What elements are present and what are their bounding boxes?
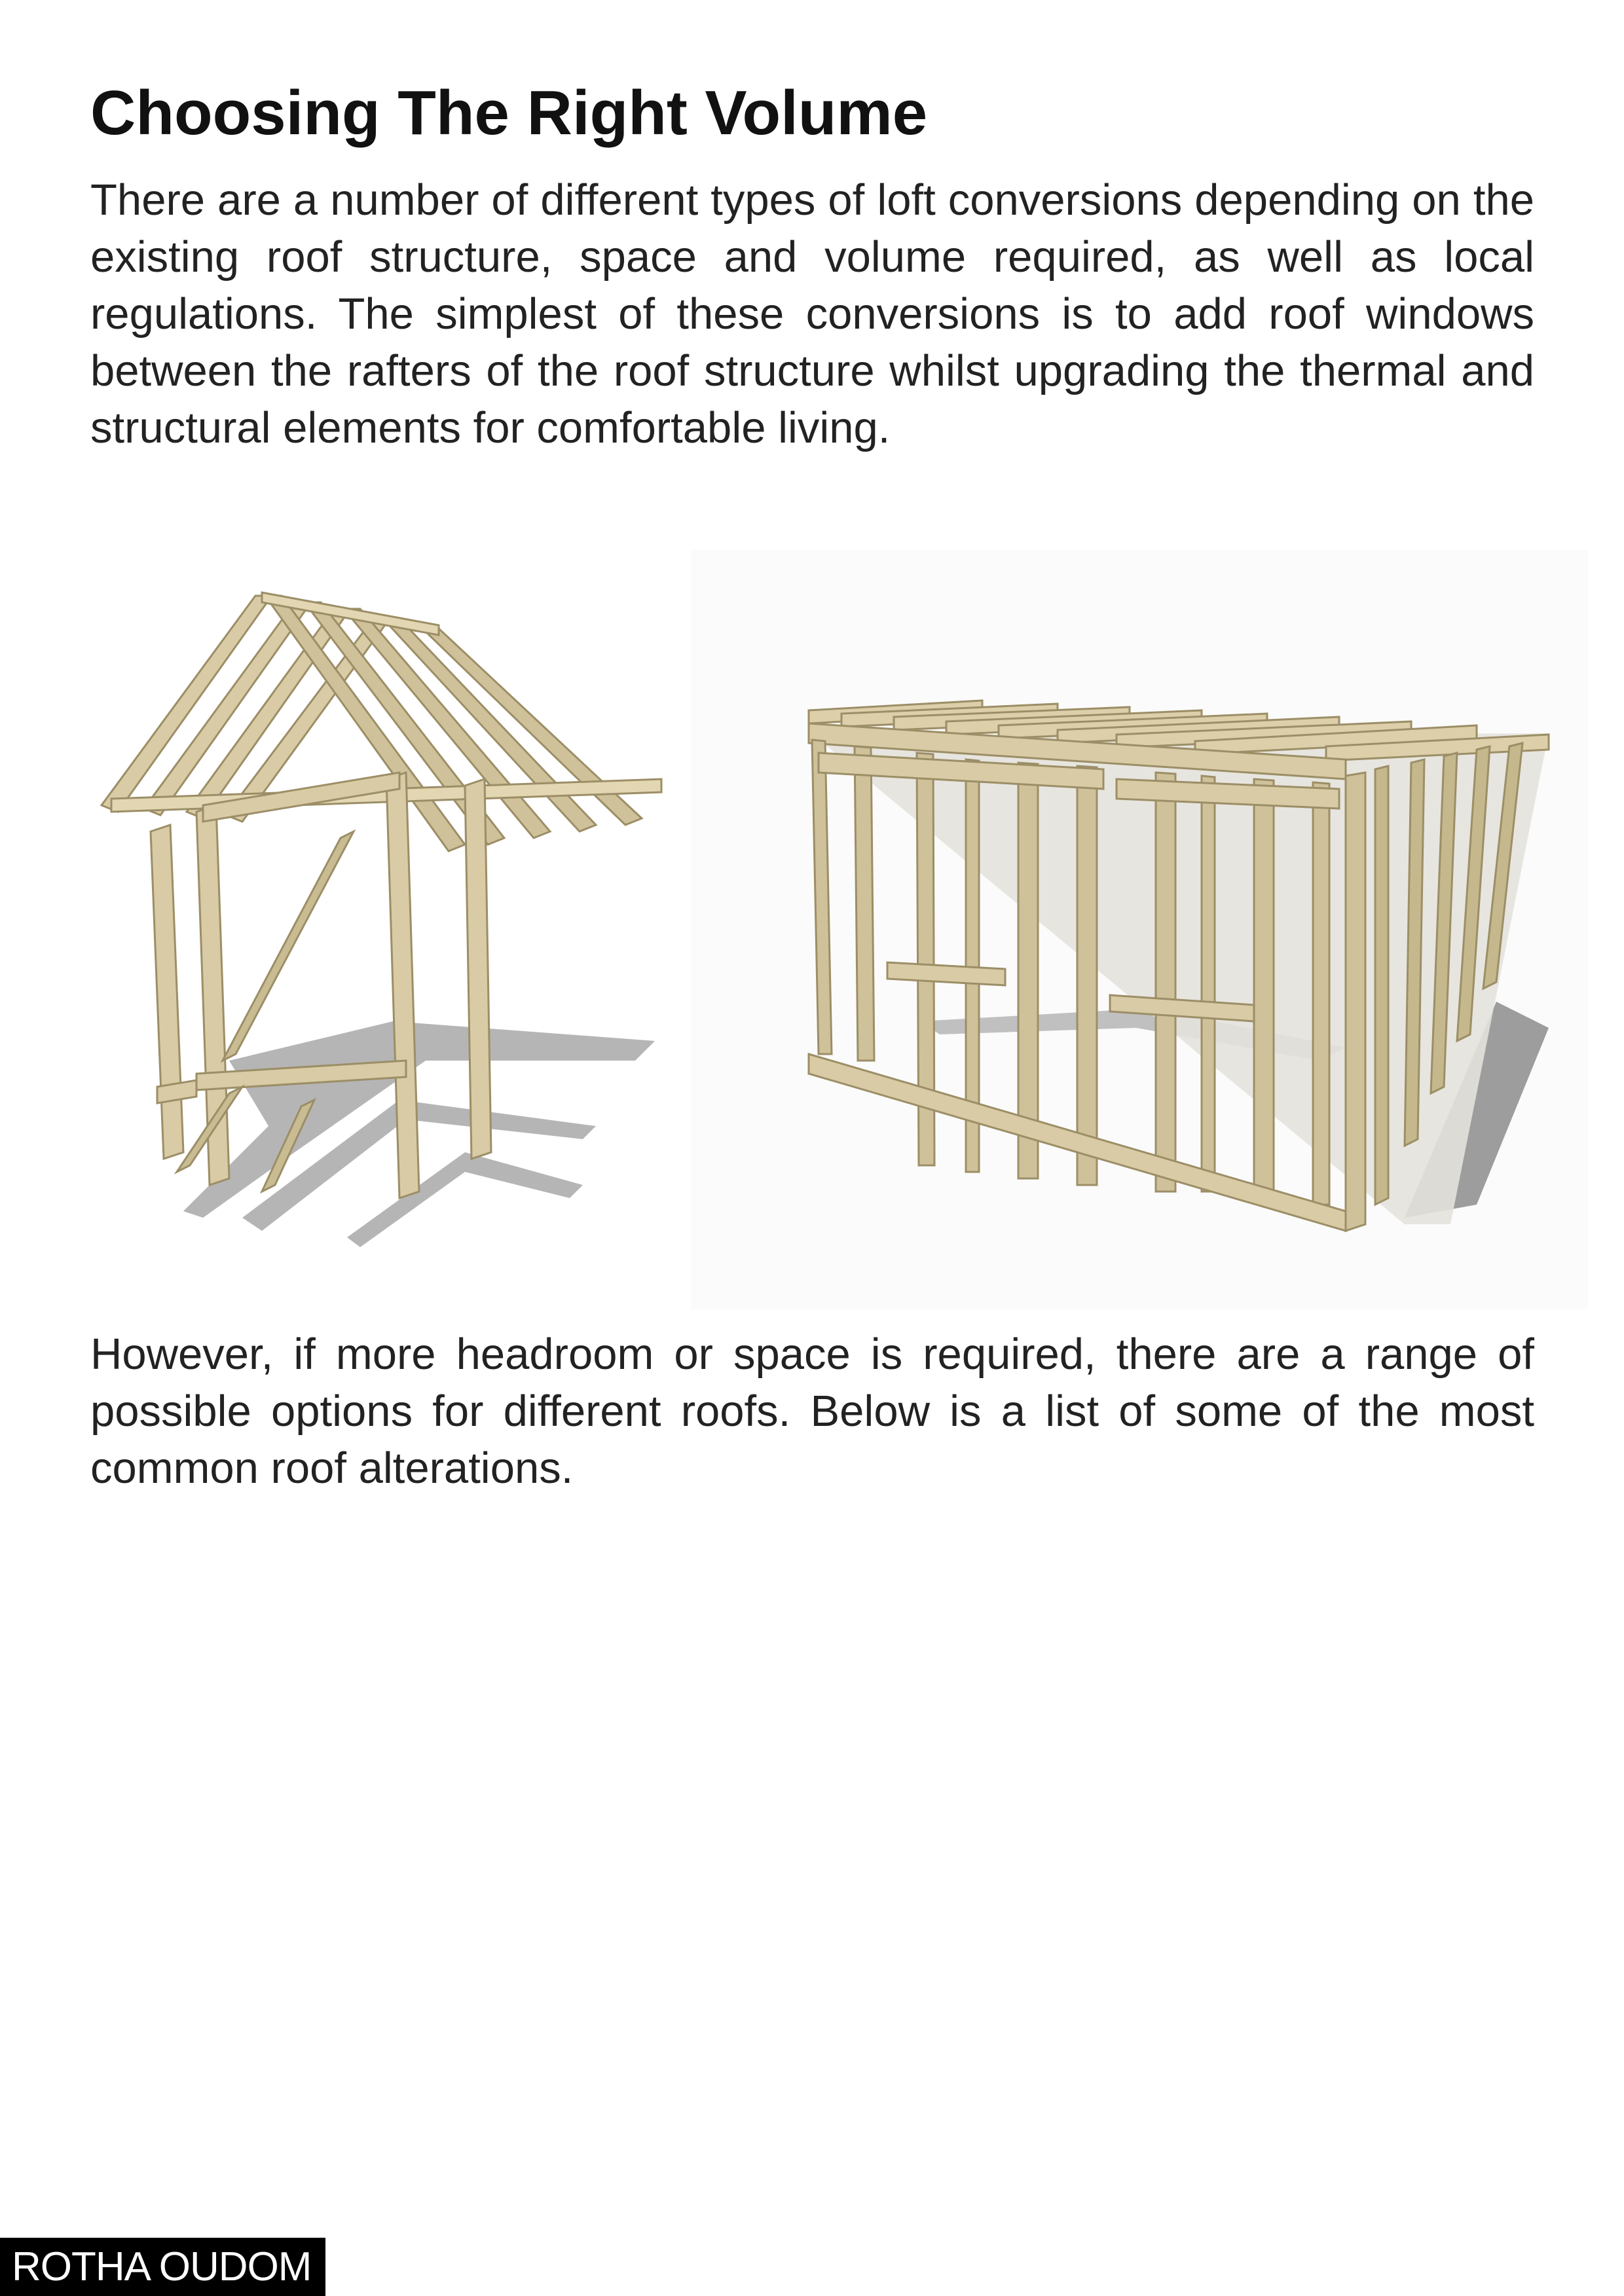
page-title: Choosing The Right Volume xyxy=(90,78,928,148)
gable-dormer-frame-illustration xyxy=(98,563,688,1257)
author-label: ROTHA OUDOM xyxy=(0,2238,325,2296)
flat-dormer-frame-illustration xyxy=(691,550,1588,1309)
followup-paragraph: However, if more headroom or space is required, there are a range of possible options for different roofs. Below is a list of some of the most common roof alterations. xyxy=(90,1330,1534,1493)
intro-paragraph: There are a number of different types of loft conversions depending on the existing roof structure, space and volume required, as well as local regulations. The simplest of these conversions is to add roof windows between the rafters of the roof structure whilst upgrading the thermal and structural elements for comfortable living. xyxy=(90,175,1534,452)
